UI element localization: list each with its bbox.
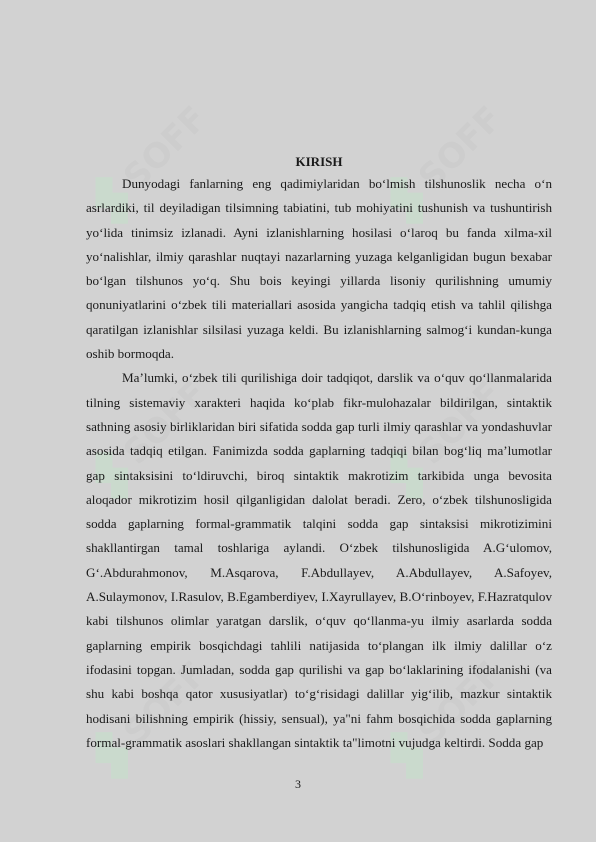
watermark-text: SOFF [116, 653, 215, 753]
page-number: 3 [295, 777, 301, 791]
watermark-text: SOFF [116, 98, 215, 198]
paragraph-2: Ma’lumki, o‘zbek tili qurilishiga doir tadqiqot, darslik va o‘quv qo‘llanmalarida tilning sistemaviy xarakteri haqida ko‘plab fikr-mulohazalar bildirilgan, sintaktik sathning asosiy birliklaridan biri sifatida sodda gap turli ilmiy qarashlar va yondashuvlar asosida tadqiq etilgan. Fanimizda sodda gaplarning tadqiqi bilan bog‘liq ma’lumotlar gap sintaksisini to‘ldiruvchi, biroq sintaktik makrotizim tarkibida unga bevosita aloqador mikrotizim hosil qilganligidan dalolat beradi. Zero, o‘zbek tilshunosligida sodda gaplarning formal-grammatik talqini sodda gap sintaksisi mikrotizimini shakllantirgan tamal toshlariga aylandi. O‘zbek tilshunosligida A.G‘ulomov, G‘.Abdurahmonov, M.Asqarova, F.Abdullayev, A.Abdullayev, A.Safoyev, A.Sulaymonov, I.Rasulov, B.Egamberdiyev, I.Xayrullayev, B.O‘rinboyev, F.Hazratqulov kabi tilshunos olimlar yaratgan darslik, o‘quv qo‘llanma-yu ilmiy asarlarda sodda gaplarning empirik bosqichdagi tahlili natijasida to‘plangan ilk ilmiy dalillar o‘z ifodasini topgan. Jumladan, sodda gap qurilishi va gap bo‘laklarining ifodalanishi (va shu kabi boshqa qator xususiyatlar) to‘g‘risidagi dalillar yig‘ilib, mazkur sintaktik hodisani bilishning empirik (hissiy, sensual), ya"ni fahm bosqichida sodda gaplarning formal-grammatik asoslari shakllangan sintaktik ta"limotni vujudga keltirdi. Sodda gap [86, 370, 552, 750]
watermark-text: SOFF [411, 98, 510, 198]
watermark-text: SOFF [411, 373, 510, 473]
watermark-text: SOFF [116, 373, 215, 473]
page-content [86, 153, 552, 755]
paragraph-1: Dunyodagi fanlarning eng qadimiylaridan bo‘lmish tilshunoslik necha o‘n asrlardiki, til deyiladigan tilsimning tabiatini, tub mohiyatini tushunish va tushuntirish yo‘lida tinimsiz izlanadi. Ayni izlanishlarning hosilasi o‘laroq bu fanda xilma-xil yo‘nalishlar, ilmiy qarashlar nuqtayi nazarlarning yuzaga kelganligidan bugun bexabar bo‘lgan tilshunos yo‘q. Shu bois keyingi yillarda lisoniy qurilishning umumiy qonuniyatlarini o‘zbek tili materiallari asosida yangicha tadqiq etish va tahlil qilishga qaratilgan izlanishlar silsilasi yuzaga keldi. Bu izlanishlarning salmog‘i kundan-kunga oshib bormoqda. [86, 176, 552, 362]
section-heading: KIRISH [295, 154, 343, 169]
watermark-text: SOFF [411, 653, 510, 753]
